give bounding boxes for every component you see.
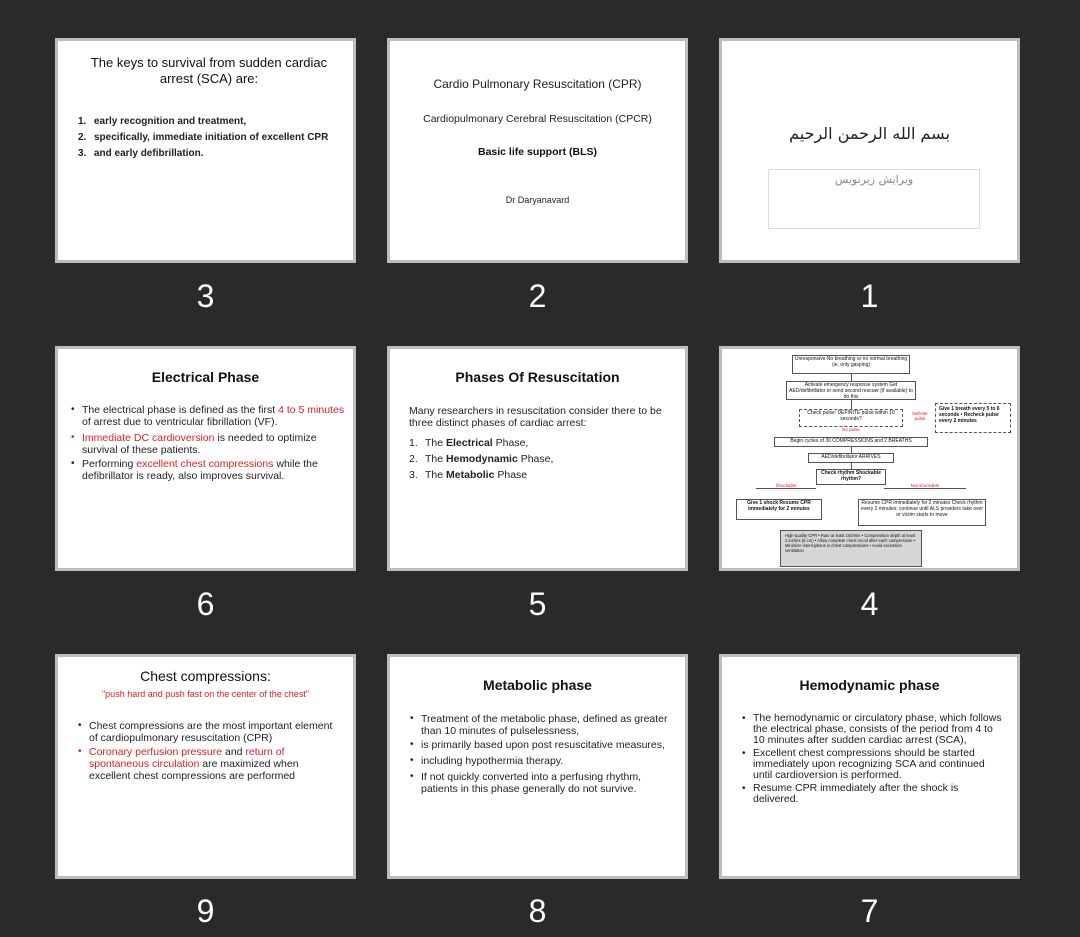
phase-list <box>409 435 674 483</box>
bullet-list <box>77 720 339 786</box>
flow-box-resume-cpr: Resume CPR immediately for 2 minutes Check rhythm every 2 minutes; continue until ALS providers take over or victim starts to move <box>858 499 986 526</box>
slide-title: Electrical Phase <box>151 369 260 385</box>
bullet-list <box>409 713 671 799</box>
caption-box <box>768 169 980 229</box>
slide-thumbnail-5[interactable] <box>387 346 688 571</box>
slide-thumbnail-7[interactable] <box>719 654 1020 879</box>
slide-number: 9 <box>196 893 215 929</box>
flow-box-aed-arrives: AED/defibrillator ARRIVES <box>808 453 894 463</box>
slide-line: Cardio Pulmonary Resuscitation (CPR) <box>433 77 642 91</box>
flow-box-check-pulse: Check pulse: DEFINITE pulse within 10 seconds? <box>799 409 903 427</box>
list-item: • Excellent chest compressions should be started immediately upon recognizing SCA and continued until cardioversion is performed. <box>741 748 1003 781</box>
flow-box-activate: Activate emergency response system Get AED/defibrillator or send second rescuer (if available) to do this <box>786 381 916 400</box>
flow-arrow <box>851 374 852 381</box>
list-item: • Resume CPR immediately after the shock is delivered. <box>741 783 1003 805</box>
slide-thumbnail-9[interactable] <box>55 654 356 879</box>
list-item: 1. The Electrical Phase, <box>409 437 529 449</box>
list-item: • Performing excellent chest compressions while the defibrillator is ready, also improves survival. <box>70 458 345 482</box>
slide-thumbnail-1[interactable] <box>719 38 1020 263</box>
bullet-list <box>741 713 1003 809</box>
list-item: • is primarily based upon post resuscitative measures, <box>409 739 671 751</box>
bullet-list <box>70 404 345 486</box>
high-quality-cpr-box: High-quality CPR • Rate at least 100/min • Compression depth at least 2 inches (5 cm) • Allow complete chest recoil after each compression • Minimize interruptions in chest compressions • Avoid excessive ventilation <box>780 530 922 567</box>
slide-title: Metabolic phase <box>483 677 592 693</box>
flow-box-give-shock: Give 1 shock Resume CPR immediately for 2 minutes <box>736 499 822 520</box>
slide-line: Basic life support (BLS) <box>477 146 597 158</box>
flow-box-give-breath: Give 1 breath every 5 to 6 seconds • Recheck pulse every 2 minutes <box>935 403 1011 433</box>
flow-arrow <box>851 400 852 409</box>
flow-box-unresponsive: Unresponsive No breathing or no normal breathing (ie, only gasping) <box>792 355 910 374</box>
slide-number: 4 <box>860 586 879 622</box>
slide-title: The keys to survival from sudden cardiac arrest (SCA) are: <box>90 55 328 86</box>
list-item: • The hemodynamic or circulatory phase, which follows the electrical phase, consists of the period from 4 to 10 minutes after sudden cardiac arrest (SCA), <box>741 713 1003 746</box>
slide-title: Hemodynamic phase <box>799 677 940 693</box>
slide-thumbnail-6[interactable] <box>55 346 356 571</box>
slide-thumbnail-8[interactable] <box>387 654 688 879</box>
slide-number: 8 <box>528 893 547 929</box>
list-item: • Immediate DC cardioversion is needed to optimize survival of these patients. <box>70 432 345 456</box>
slide-number: 5 <box>528 586 547 622</box>
slide-intro: Many researchers in resuscitation consider there to be three distinct phases of cardiac arrest: <box>409 405 662 429</box>
list-item: • including hypothermia therapy. <box>409 755 671 767</box>
list-item: 2. specifically, immediate initiation of excellent CPR <box>78 132 329 143</box>
flow-box-check-rhythm: Check rhythm Shockable rhythm? <box>816 469 886 485</box>
slide-thumbnail-2[interactable] <box>387 38 688 263</box>
list-item: 3. and early defibrillation. <box>78 148 204 159</box>
slide-number: 1 <box>860 278 879 314</box>
slide-number: 7 <box>860 893 879 929</box>
bismillah-text: بسم الله الرحمن الرحیم <box>789 124 950 143</box>
list-item: • Coronary perfusion pressure and return of spontaneous circulation are maximized when excellent chest compressions are performed <box>77 746 339 782</box>
flow-box-compressions: Begin cycles of 30 COMPRESSIONS and 2 BREATHS <box>774 437 928 447</box>
slide-subtitle: "push hard and push fast on the center of the chest" <box>101 689 310 699</box>
slide-title: Chest compressions: <box>140 668 271 684</box>
slide-title: Phases Of Resuscitation <box>455 369 620 385</box>
slide-number: 3 <box>196 278 215 314</box>
list-item: 2. The Hemodynamic Phase, <box>409 453 554 465</box>
slide-number: 2 <box>528 278 547 314</box>
slide-line: Cardiopulmonary Cerebral Resuscitation (CPCR) <box>423 113 652 125</box>
list-item: 3. The Metabolic Phase <box>409 469 528 481</box>
edit-caption-text: ویرایش زیرنویس <box>834 173 914 186</box>
slide-thumbnail-4[interactable] <box>719 346 1020 571</box>
not-shockable-label: Not shockable <box>884 483 966 489</box>
list-item: • Treatment of the metabolic phase, defined as greater than 10 minutes of pulselessness, <box>409 713 671 737</box>
shockable-label: Shockable <box>756 483 816 489</box>
slide-number: 6 <box>196 586 215 622</box>
list-item: • The electrical phase is defined as the first 4 to 5 minutes of arrest due to ventricular fibrillation (VF). <box>70 404 345 428</box>
list-item: • If not quickly converted into a perfusing rhythm, patients in this phase generally do not survive. <box>409 771 671 795</box>
slide-author: Dr Daryanavard <box>505 195 570 205</box>
no-pulse-label: No pulse <box>842 427 860 432</box>
list-item: 1. early recognition and treatment, <box>78 116 247 127</box>
key-list <box>78 116 333 159</box>
slide-thumbnail-3[interactable] <box>55 38 356 263</box>
list-item: • Chest compressions are the most important element of cardiopulmonary resuscitation (CPR) <box>77 720 339 744</box>
definite-pulse-label: Definite pulse <box>912 411 928 421</box>
